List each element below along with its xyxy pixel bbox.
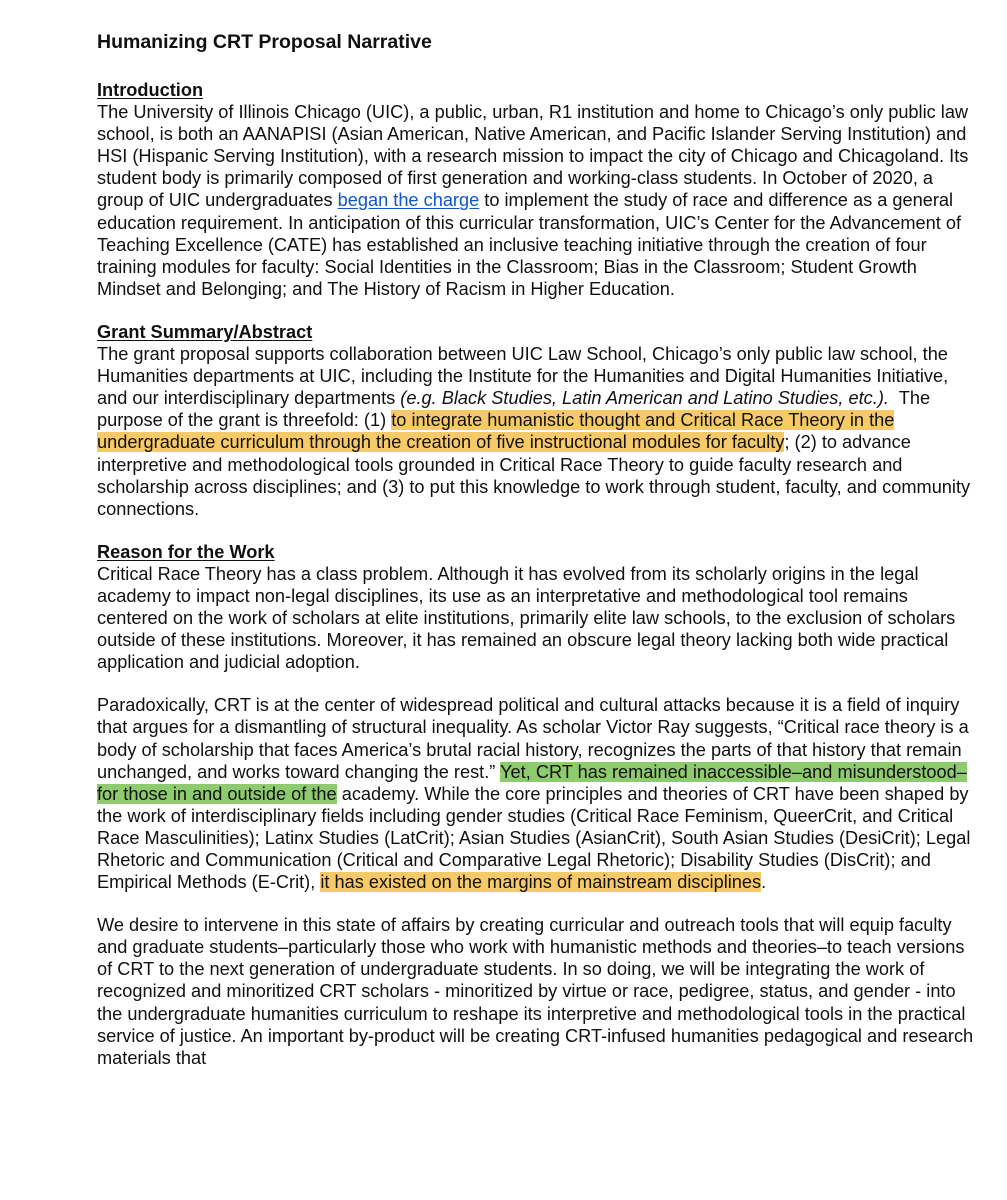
reason-paragraph-2-end: . [761, 872, 767, 893]
reason-green-highlight: Yet, CRT has remained inaccessible–and misunderstood–for those in and outside of the [97, 761, 967, 804]
grant-summary-text-end: ; (2) to advance interpretive and methodological tools grounded in Critical Race Theory to guide faculty research and scholarship across disciplines; and (3) to put this knowledge to work through student, faculty, and community connections. [97, 432, 971, 519]
grant-summary-paragraph [97, 343, 977, 520]
reason-paragraph-2-middle: academy. While the core principles and theories of CRT have been shaped by the work of interdisciplinary fields including gender studies (Critical Race Feminism, QueerCrit, and Critical Race Masculinities); Latinx Studies (LatCrit); Asian Studies (AsianCrit), South Asian Studies (DesiCrit); Legal Rhetoric and Communication (Critical and Comparative Legal Rhetoric); Disability Studies (DisCrit); and Empirical Methods (E-Crit), [97, 783, 971, 893]
grant-summary-text-start: The grant proposal supports collaboration between UIC Law School, Chicago’s only public law school, the Humanities departments at UIC, including the Institute for the Humanities and Digital Humanities Initiative, and our interdisciplinary departments [97, 344, 949, 409]
introduction-text-after-link: to implement the study of race and difference as a general education requirement. In anticipation of this curricular transformation, UIC’s Center for the Advancement of Teaching Excellence (CATE) has established an inclusive teaching initiative through the creation of four training modules for faculty: Social Identities in the Classroom; Bias in the Classroom; Student Growth Mindset and Belonging; and The History of Racism in Higher Education. [97, 190, 962, 299]
introduction-text-before-link: The University of Illinois Chicago (UIC), a public, urban, R1 institution and home to Chicago’s only public law school, is both an AANAPISI (Asian American, Native American, and Pacific Islander Serving Institution) and HSI (Hispanic Serving Institution), with a research mission to impact the city of Chicago and Chicagoland. Its student body is primarily composed of first generation and working-class students. In October of 2020, a group of UIC undergraduates [97, 102, 969, 211]
reason-paragraph-1: Critical Race Theory has a class problem. Although it has evolved from its scholarly origins in the legal academy to impact non-legal disciplines, its use as an interpretative and methodological tool remains centered on the work of scholars at elite institutions, primarily elite law schools, to the exclusion of scholars outside of these institutions. Moreover, it has remained an obscure legal theory lacking both wide practical application and judicial adoption. [97, 563, 956, 673]
grant-summary-highlight: to integrate humanistic thought and Critical Race Theory in the undergraduate curriculum through the creation of five instructional modules for faculty [97, 410, 895, 453]
reason-paragraph-2-start: Paradoxically, CRT is at the center of widespread political and cultural attacks because it is a field of inquiry that argues for a dismantling of structural inequality. As scholar Victor Ray suggests, “Critical race theory is a body of scholarship that faces America’s brutal racial history, recognizes the parts of that history that remain unchanged, and works toward changing the rest.” [97, 695, 969, 782]
reason-paragraph-2 [97, 694, 977, 893]
document-page [97, 30, 977, 1069]
reason-orange-highlight: it has existed on the margins of mainstream disciplines [320, 872, 762, 893]
introduction-heading: Introduction [97, 80, 204, 100]
introduction-paragraph [97, 101, 977, 300]
reason-paragraph-3: We desire to intervene in this state of affairs by creating curricular and outreach tools that will equip faculty and graduate students–particularly those who work with humanistic methods and theories–to teach versions of CRT to the next generation of undergraduate students. In so doing, we will be integrating the work of recognized and minoritized CRT scholars - minoritized by virtue or race, pedigree, status, and gender - into the undergraduate humanities curriculum to reshape its interpretive and methodological tools in the practical service of justice. An important by-product will be creating CRT-infused humanities pedagogical and research materials that [97, 915, 974, 1068]
began-the-charge-link[interactable]: began the charge [337, 190, 480, 211]
grant-summary-italic-examples: (e.g. Black Studies, Latin American and Latino Studies, etc.). [400, 388, 889, 409]
document-title: Humanizing CRT Proposal Narrative [97, 31, 432, 53]
grant-summary-heading: Grant Summary/Abstract [97, 321, 313, 342]
reason-heading: Reason for the Work [97, 541, 275, 562]
grant-summary-text-middle: The purpose of the grant is threefold: (1) [97, 388, 931, 431]
